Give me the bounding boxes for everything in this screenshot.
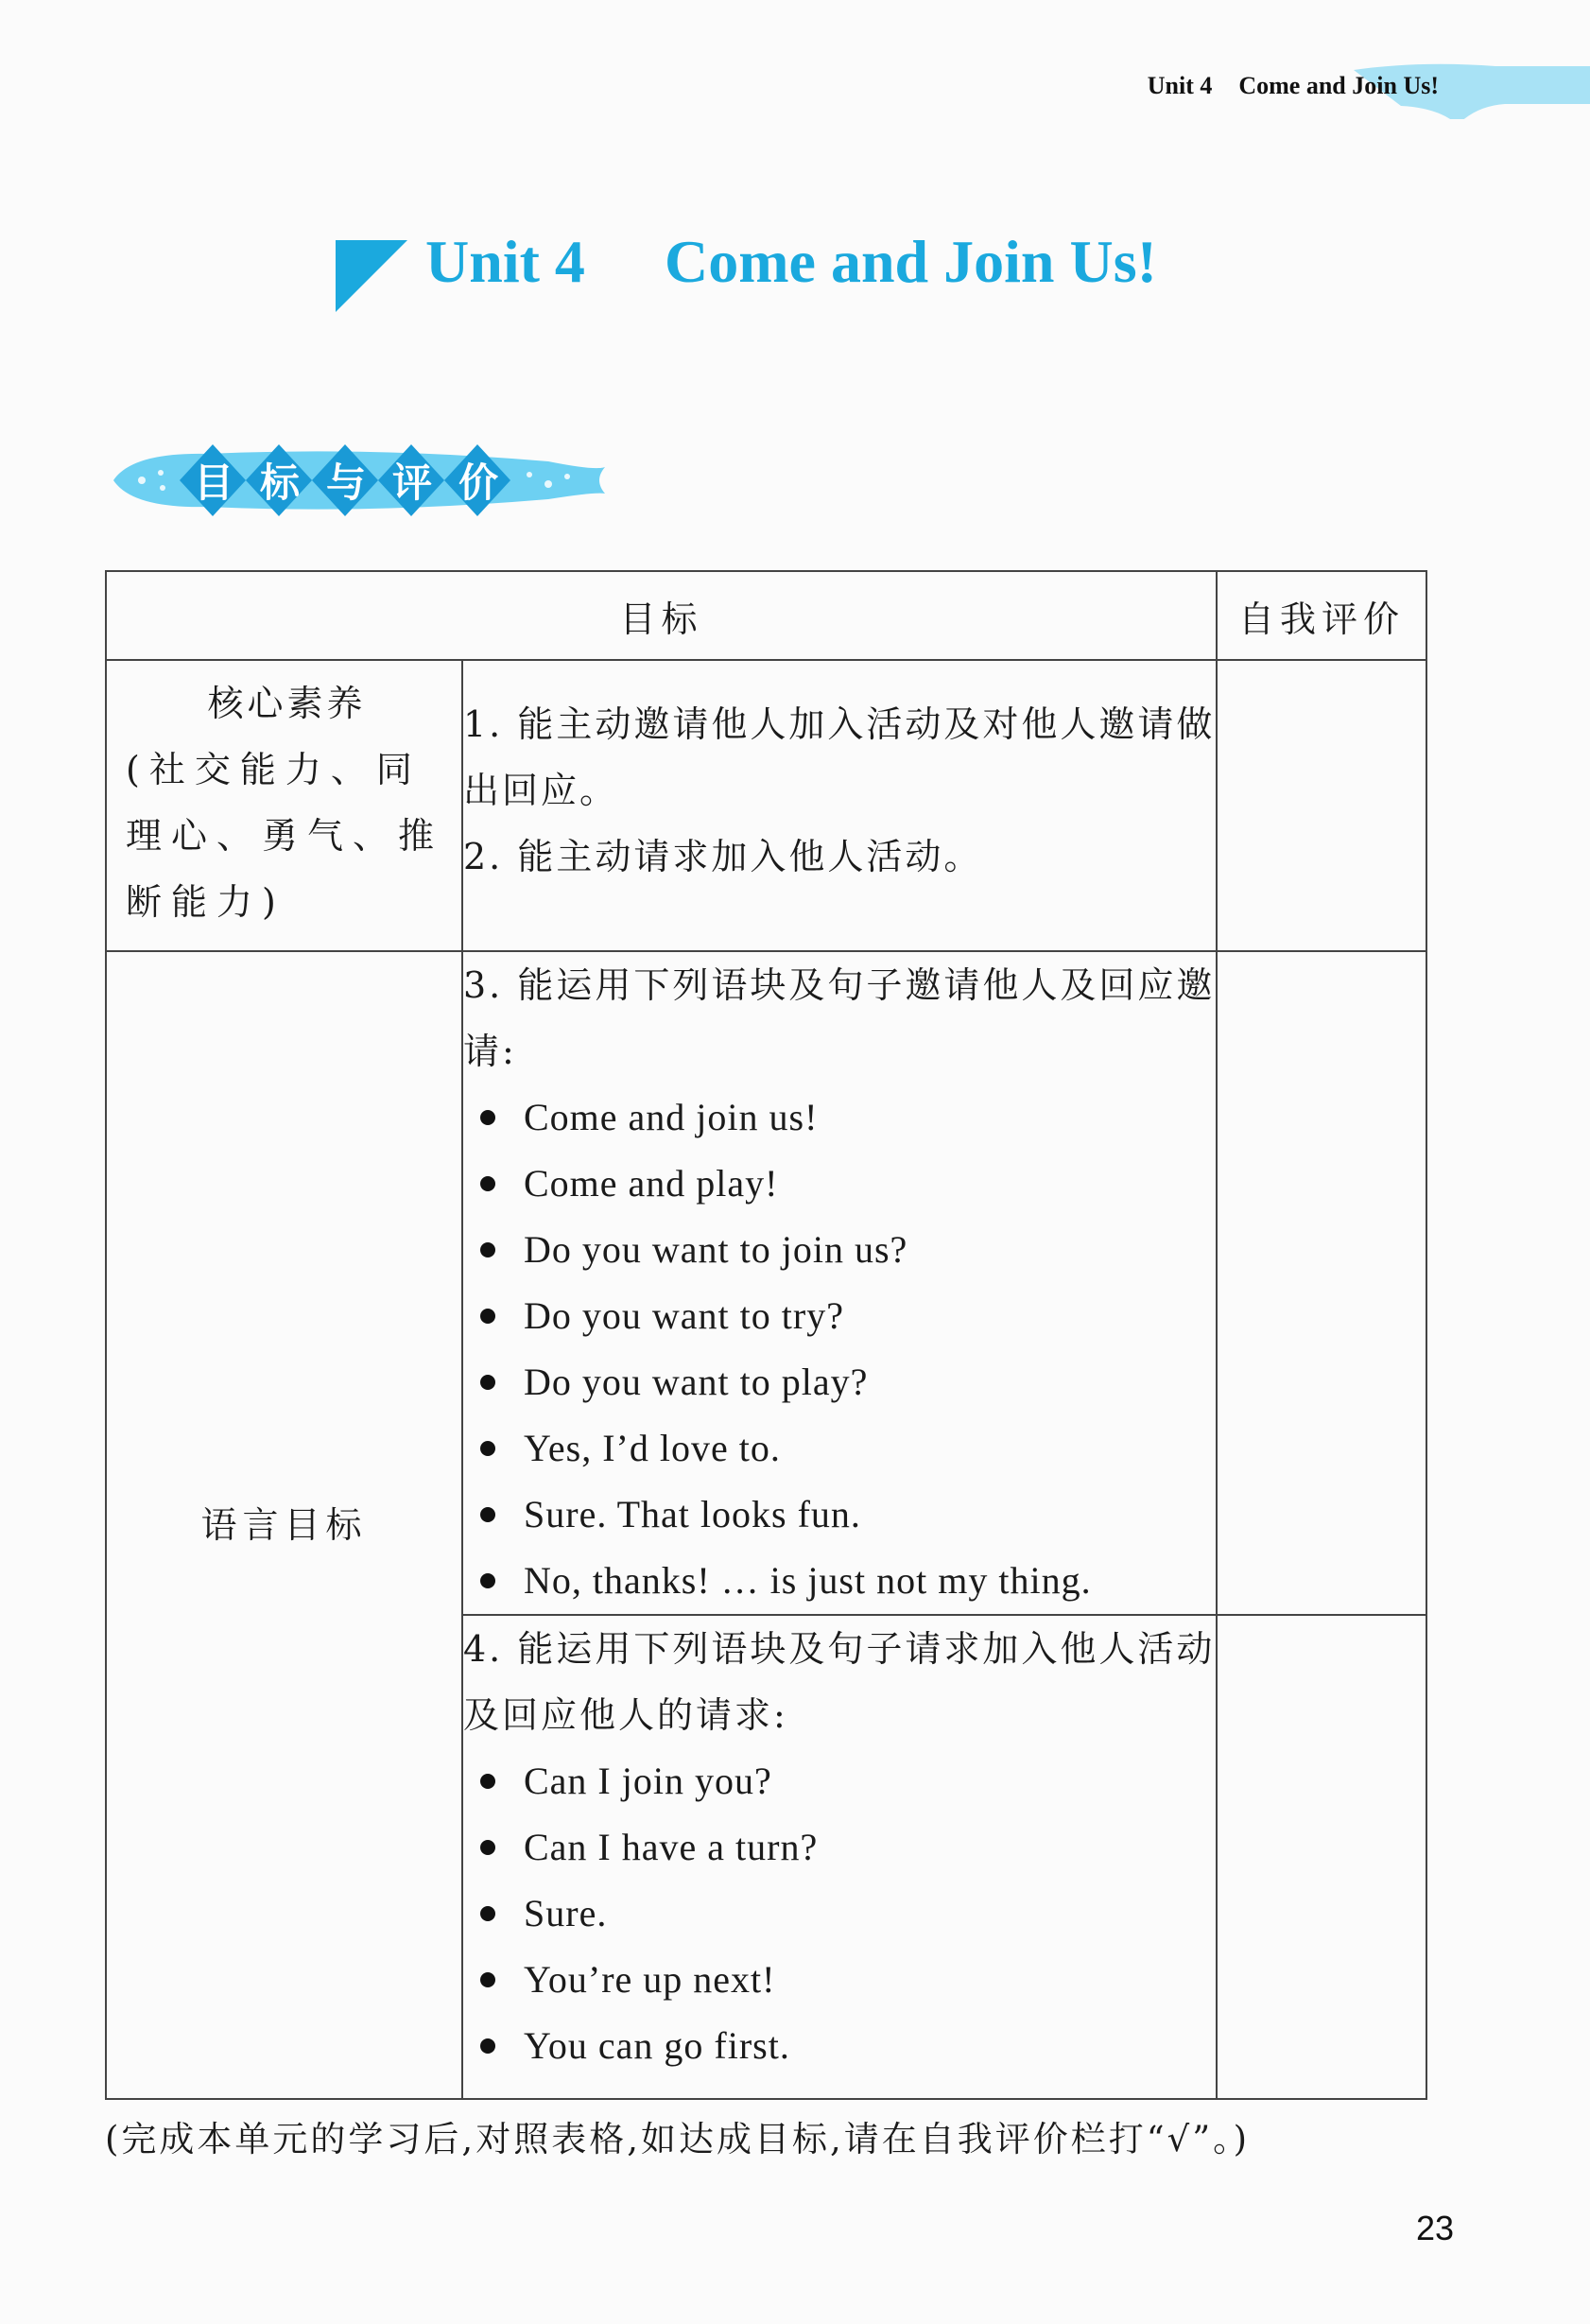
bullet-icon bbox=[480, 1242, 495, 1257]
list-item: Do you want to play? bbox=[463, 1349, 1216, 1415]
category-core-line: 断能力) bbox=[126, 881, 285, 923]
bullet-icon bbox=[480, 1441, 495, 1456]
header-text bbox=[1148, 72, 1439, 100]
list-item: You can go first. bbox=[463, 2013, 1216, 2079]
table-row bbox=[106, 660, 1426, 951]
title-flag-icon bbox=[336, 240, 407, 312]
category-language: 语言目标 bbox=[106, 951, 462, 2099]
phrase-list bbox=[463, 1084, 1216, 1614]
phrase-list bbox=[463, 1748, 1216, 2079]
goal-core bbox=[462, 660, 1217, 951]
bullet-icon bbox=[480, 1309, 495, 1324]
bullet-icon bbox=[480, 1110, 495, 1125]
list-item: Sure. bbox=[463, 1881, 1216, 1947]
list-item: You’re up next! bbox=[463, 1947, 1216, 2013]
banner-char: 与 bbox=[325, 460, 366, 506]
bullet-icon bbox=[480, 1906, 495, 1921]
header-unit-label: Unit 4 bbox=[1147, 72, 1213, 99]
list-item: No, thanks! … is just not my thing. bbox=[463, 1548, 1216, 1614]
bullet-icon bbox=[480, 1774, 495, 1789]
goal-4 bbox=[462, 1615, 1217, 2099]
goal-item: 1. 能主动邀请他人加入活动及对他人邀请做出回应。 bbox=[463, 703, 1216, 811]
bullet-icon bbox=[480, 1972, 495, 1987]
list-item: Come and join us! bbox=[463, 1084, 1216, 1151]
goal-3 bbox=[462, 951, 1217, 1615]
table-header-row bbox=[106, 571, 1426, 660]
bullet-icon bbox=[480, 1507, 495, 1522]
bullet-icon bbox=[480, 1375, 495, 1390]
header-goal: 目标 bbox=[106, 571, 1217, 660]
list-item: Do you want to try? bbox=[463, 1283, 1216, 1349]
self-eval-cell[interactable] bbox=[1217, 1615, 1426, 2099]
header-unit-title: Come and Join Us! bbox=[1238, 72, 1439, 99]
banner-char: 评 bbox=[391, 460, 432, 506]
list-item: Sure. That looks fun. bbox=[463, 1482, 1216, 1548]
self-eval-cell[interactable] bbox=[1217, 660, 1426, 951]
banner-char: 目 bbox=[193, 460, 233, 506]
page-number: 23 bbox=[1416, 2209, 1455, 2247]
unit-title bbox=[336, 227, 1281, 321]
self-eval-cell[interactable] bbox=[1217, 951, 1426, 1615]
banner-char: 标 bbox=[259, 460, 300, 506]
list-item: Can I have a turn? bbox=[463, 1814, 1216, 1881]
list-item: Do you want to join us? bbox=[463, 1217, 1216, 1283]
title-unit: Unit 4 bbox=[425, 228, 585, 295]
list-item: Yes, I’d love to. bbox=[463, 1415, 1216, 1482]
table-row bbox=[106, 951, 1426, 1615]
section-banner bbox=[104, 433, 614, 528]
bullet-icon bbox=[480, 2038, 495, 2054]
goal-intro: 3. 能运用下列语块及句子邀请他人及回应邀请: bbox=[463, 964, 1216, 1072]
goals-table bbox=[105, 570, 1427, 2100]
bullet-icon bbox=[480, 1176, 495, 1191]
banner-char: 价 bbox=[458, 460, 498, 506]
category-core-line: (社交能力、同 bbox=[126, 749, 422, 790]
banner-title bbox=[153, 442, 588, 518]
bullet-icon bbox=[480, 1840, 495, 1855]
list-item: Come and play! bbox=[463, 1151, 1216, 1217]
goal-item: 2. 能主动请求加入他人活动。 bbox=[463, 836, 983, 877]
category-core bbox=[106, 660, 462, 951]
category-core-line: 理心、勇气、推 bbox=[126, 815, 444, 857]
running-header bbox=[1061, 59, 1590, 119]
goal-intro: 4. 能运用下列语块及句子请求加入他人活动及回应他人的请求: bbox=[463, 1628, 1216, 1736]
list-item: Can I join you? bbox=[463, 1748, 1216, 1814]
footnote: (完成本单元的学习后,对照表格,如达成目标,请在自我评价栏打“√”。) bbox=[105, 2119, 1251, 2159]
bullet-icon bbox=[480, 1573, 495, 1588]
category-core-head: 核心素养 bbox=[207, 683, 367, 724]
title-name: Come and Join Us! bbox=[665, 228, 1157, 295]
header-self-eval: 自我评价 bbox=[1217, 571, 1426, 660]
